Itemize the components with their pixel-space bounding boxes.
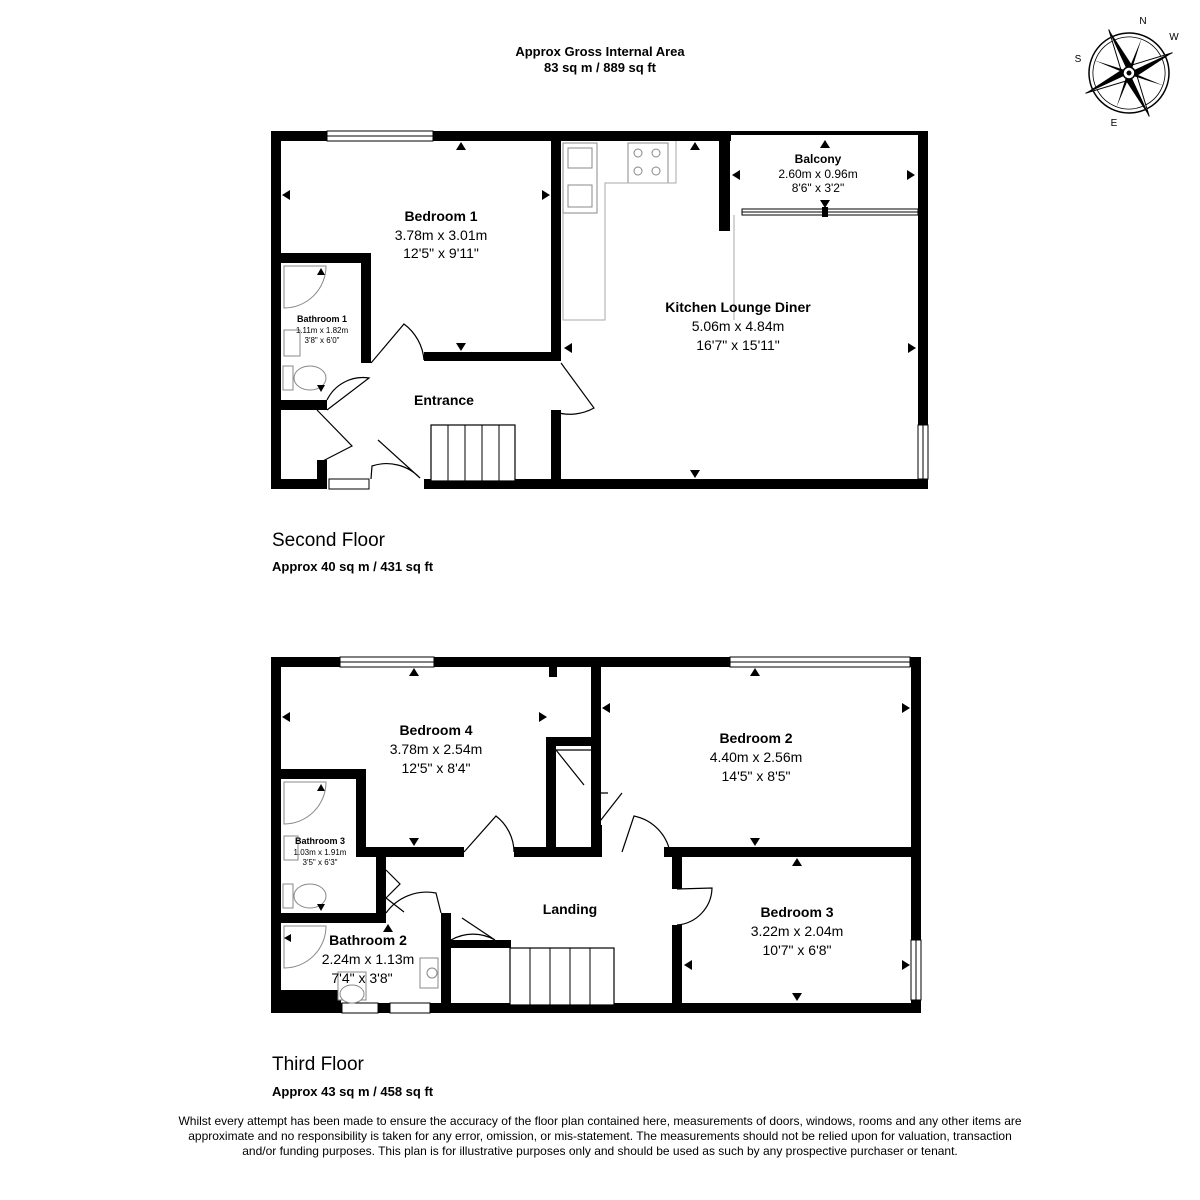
- second-floor-area: Approx 40 sq m / 431 sq ft: [272, 559, 434, 574]
- bedroom1-name: Bedroom 1: [404, 208, 478, 224]
- gross-area-title: Approx Gross Internal Area: [515, 44, 685, 59]
- wall: [356, 847, 464, 857]
- wall: [271, 990, 341, 1013]
- third-floor-area: Approx 43 sq m / 458 sq ft: [272, 1084, 434, 1099]
- door-swing: [371, 440, 420, 479]
- door-swing: [386, 892, 441, 913]
- compass-label-n: N: [1139, 16, 1147, 27]
- gross-area-value: 83 sq m / 889 sq ft: [544, 60, 656, 75]
- wall: [822, 207, 828, 217]
- compass-rose-icon: [1065, 9, 1193, 137]
- door-swing: [464, 816, 514, 852]
- door-swing: [371, 324, 424, 363]
- wall: [451, 940, 511, 948]
- bedroom3-metric: 3.22m x 2.04m: [750, 923, 844, 939]
- wall: [281, 400, 327, 410]
- bedroom2-name: Bedroom 2: [719, 730, 793, 746]
- bedroom4-name: Bedroom 4: [399, 722, 473, 738]
- second-floor-title: Second Floor: [272, 530, 386, 551]
- bedroom3-name: Bedroom 3: [760, 904, 834, 920]
- wall: [356, 769, 366, 855]
- door-swing: [622, 816, 670, 852]
- wall: [551, 410, 561, 485]
- door-swing: [327, 378, 369, 410]
- door-swing: [556, 750, 622, 825]
- compass-label-e: E: [1110, 118, 1118, 129]
- wall: [594, 825, 602, 857]
- compass-label-s: S: [1074, 54, 1082, 65]
- bathroom3-imperial: 3'5" x 6'3": [302, 858, 338, 867]
- entrance-name: Entrance: [414, 392, 474, 408]
- wall: [719, 131, 730, 231]
- wall: [546, 737, 556, 857]
- wall: [271, 657, 281, 1013]
- shower-icon: [284, 926, 326, 968]
- wall: [271, 131, 281, 489]
- bathroom3-metric: 1.03m x 1.91m: [293, 848, 347, 857]
- wall: [424, 352, 561, 361]
- wall: [281, 769, 366, 779]
- compass-label-w: W: [1169, 32, 1179, 43]
- bathroom2-imperial: 7'4" x 3'8": [331, 970, 393, 986]
- third-floor-plan: [271, 657, 921, 1013]
- wall: [672, 847, 682, 889]
- window: [329, 479, 369, 489]
- wall: [549, 667, 557, 677]
- balcony-metric: 2.60m x 0.96m: [778, 167, 858, 181]
- bathroom2-name: Bathroom 2: [329, 932, 407, 948]
- staircase-icon: [431, 425, 515, 481]
- bathroom2-metric: 2.24m x 1.13m: [321, 951, 415, 967]
- wall: [664, 847, 911, 857]
- door-swing: [317, 410, 352, 464]
- bedroom2-imperial: 14'5" x 8'5": [721, 768, 791, 784]
- bathroom1-name: Bathroom 1: [296, 314, 348, 324]
- door-swing: [451, 918, 495, 940]
- kitchen-metric: 5.06m x 4.84m: [691, 318, 785, 334]
- wall: [281, 253, 371, 263]
- bedroom4-imperial: 12'5" x 8'4": [401, 760, 471, 776]
- hob-icon: [628, 143, 668, 183]
- wall: [672, 925, 682, 1010]
- wall: [441, 913, 451, 1010]
- wall: [361, 253, 371, 363]
- staircase-icon: [510, 948, 614, 1005]
- second-floor-plan: [271, 131, 928, 489]
- bathroom1-metric: 1.11m x 1.82m: [295, 326, 349, 335]
- bedroom2-metric: 4.40m x 2.56m: [709, 749, 803, 765]
- disclaimer-text: Whilst every attempt has been made to ensure the accuracy of the floor plan contained here, measurements of doors, windows, rooms and any other items are approximate and no responsibility is taken for any error, omission, or mis-statement. The measurements should not be relied upon for valuation, transaction and/or funding purposes. This plan is for illustrative purposes only and should be used as such by any prospective purchaser or tenant.: [178, 1114, 1022, 1158]
- wall: [551, 141, 561, 360]
- wall: [728, 131, 918, 135]
- door-swing: [555, 363, 594, 414]
- balcony-imperial: 8'6" x 3'2": [791, 181, 845, 195]
- third-floor-title: Third Floor: [272, 1054, 364, 1075]
- wall: [281, 913, 386, 923]
- bedroom1-metric: 3.78m x 3.01m: [394, 227, 488, 243]
- balcony-name: Balcony: [794, 152, 842, 166]
- door-swing: [386, 870, 404, 912]
- door-swing: [677, 888, 712, 925]
- window: [390, 1003, 430, 1013]
- bedroom1-imperial: 12'5" x 9'11": [403, 245, 479, 261]
- landing-name: Landing: [542, 901, 598, 917]
- kitchen-name: Kitchen Lounge Diner: [665, 299, 811, 315]
- bathroom1-imperial: 3'8" x 6'0": [304, 336, 340, 345]
- bedroom3-imperial: 10'7" x 6'8": [762, 942, 832, 958]
- window: [342, 1003, 378, 1013]
- kitchen-imperial: 16'7" x 15'11": [696, 337, 780, 353]
- bedroom4-metric: 3.78m x 2.54m: [389, 741, 483, 757]
- wall: [514, 847, 594, 857]
- wall: [376, 855, 386, 921]
- bathroom3-name: Bathroom 3: [294, 836, 346, 846]
